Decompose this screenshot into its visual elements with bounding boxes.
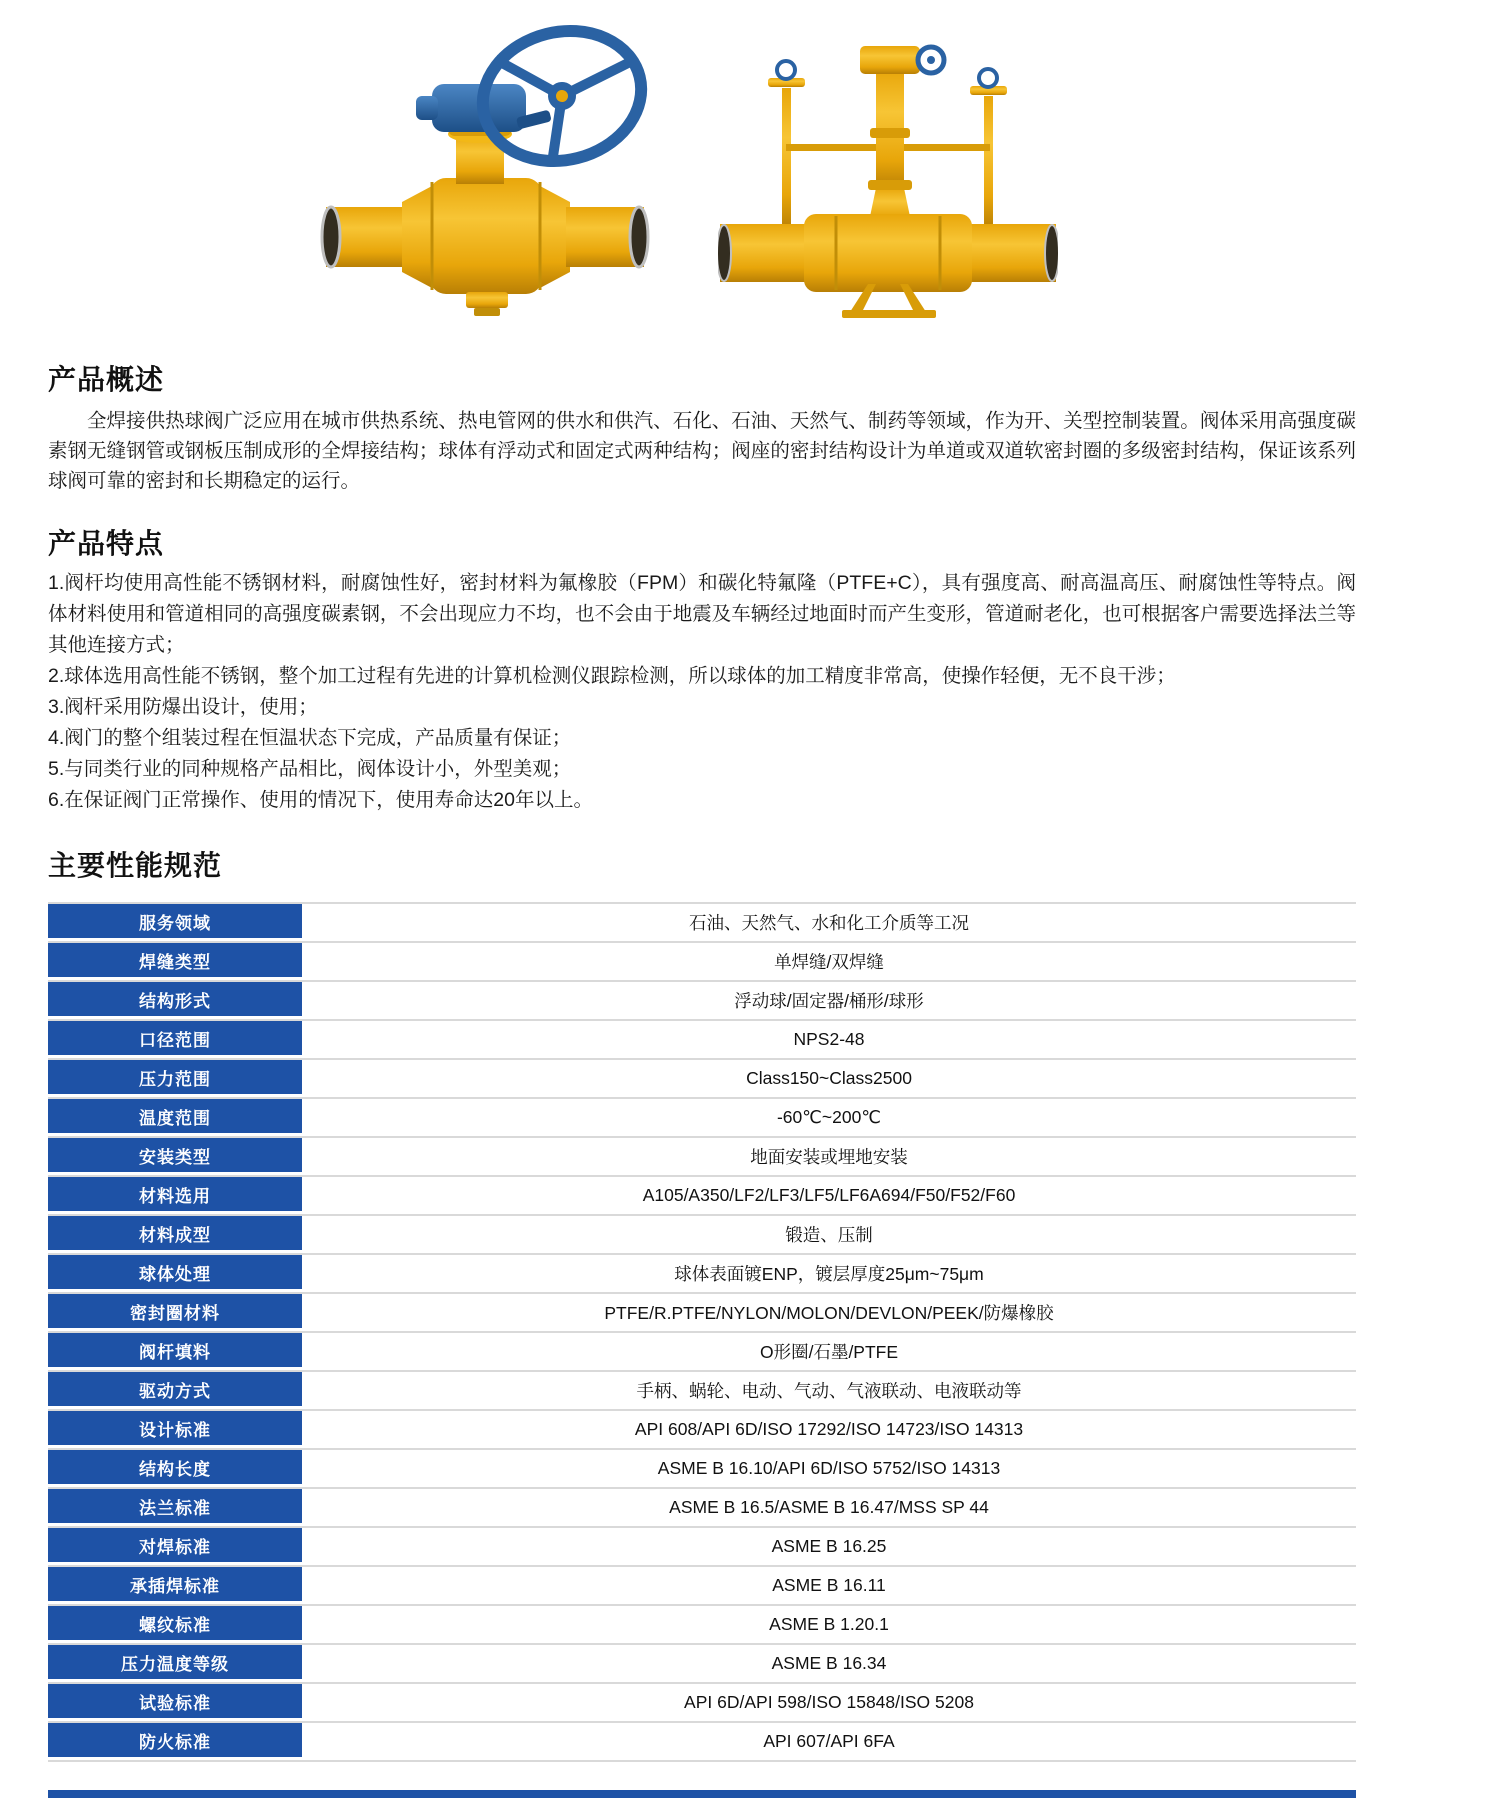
spec-label: 服务领域	[48, 904, 302, 941]
spec-label: 压力范围	[48, 1060, 302, 1097]
spec-value: API 607/API 6FA	[763, 1731, 895, 1751]
spec-row	[48, 1567, 1356, 1606]
spec-label: 试验标准	[48, 1684, 302, 1721]
spec-label: 温度范围	[48, 1099, 302, 1136]
spec-value: 手柄、蜗轮、电动、气动、气液联动、电液联动等	[636, 1381, 1022, 1401]
spec-label: 焊缝类型	[48, 943, 302, 980]
spec-row	[48, 1723, 1356, 1762]
spec-label: 材料选用	[48, 1177, 302, 1214]
spec-value: ASME B 16.25	[771, 1536, 887, 1556]
spec-value: Class150~Class2500	[746, 1068, 912, 1088]
spec-row	[48, 943, 1356, 982]
overview-paragraph: 全焊接供热球阀广泛应用在城市供热系统、热电管网的供水和供汽、石化、石油、天然气、制药等领域，作为开、关型控制装置。阀体采用高强度碳素钢无缝钢管或钢板压制成形的全焊接结构；球体有浮动式和固定式两种结构；阀座的密封结构设计为单道或双道软密封圈的多级密封结构，保证该系列球阀可靠的密封和长期稳定的运行。	[48, 410, 1356, 492]
feature-item: 4.阀门的整个组装过程在恒温状态下完成，产品质量有保证；	[48, 727, 572, 749]
spec-row	[48, 1294, 1356, 1333]
spec-row	[48, 1060, 1356, 1099]
feature-item: 3.阀杆采用防爆出设计，使用；	[48, 696, 318, 718]
feature-item: 5.与同类行业的同种规格产品相比，阀体设计小，外型美观；	[48, 758, 572, 780]
gear-operated-fully-welded-ball-valve-image	[320, 20, 650, 320]
spec-value: ASME B 16.10/API 6D/ISO 5752/ISO 14313	[657, 1458, 1001, 1478]
spec-row	[48, 1528, 1356, 1567]
spec-value: API 608/API 6D/ISO 17292/ISO 14723/ISO 14313	[634, 1419, 1024, 1439]
spec-label: 对焊标准	[48, 1528, 302, 1565]
spec-row	[48, 1255, 1356, 1294]
spec-label: 设计标准	[48, 1411, 302, 1448]
spec-value: A105/A350/LF2/LF3/LF5/LF6A694/F50/F52/F60	[642, 1185, 1016, 1205]
spec-label: 结构长度	[48, 1450, 302, 1487]
spec-value: ASME B 16.11	[772, 1575, 886, 1595]
spec-label: 螺纹标准	[48, 1606, 302, 1643]
spec-value: ASME B 16.5/ASME B 16.47/MSS SP 44	[669, 1497, 989, 1517]
spec-value: API 6D/API 598/ISO 15848/ISO 5208	[684, 1692, 974, 1712]
spec-value: PTFE/R.PTFE/NYLON/MOLON/DEVLON/PEEK/防爆橡胶	[604, 1303, 1054, 1323]
spec-value: O形圈/石墨/PTFE	[759, 1342, 899, 1362]
buried-fully-welded-ball-valve-extended-stem-image	[718, 32, 1058, 320]
spec-value: 地面安装或埋地安装	[750, 1147, 908, 1167]
spec-row	[48, 904, 1356, 943]
bottom-divider-bar	[48, 1790, 1356, 1798]
spec-label: 口径范围	[48, 1021, 302, 1058]
feature-item: 6.在保证阀门正常操作、使用的情况下，使用寿命达20年以上。	[48, 789, 593, 811]
spec-row	[48, 1684, 1356, 1723]
spec-label: 阀杆填料	[48, 1333, 302, 1370]
spec-row	[48, 1333, 1356, 1372]
spec-label: 安装类型	[48, 1138, 302, 1175]
spec-label: 结构形式	[48, 982, 302, 1019]
spec-value: 锻造、压制	[785, 1225, 873, 1245]
spec-row	[48, 1021, 1356, 1060]
spec-label: 法兰标准	[48, 1489, 302, 1526]
spec-row	[48, 1489, 1356, 1528]
spec-row	[48, 1645, 1356, 1684]
spec-label: 密封圈材料	[48, 1294, 302, 1331]
spec-row	[48, 1450, 1356, 1489]
features-list	[48, 568, 1356, 816]
specs-heading: 主要性能规范	[48, 850, 223, 881]
spec-value: NPS2-48	[793, 1029, 865, 1049]
spec-row	[48, 1138, 1356, 1177]
spec-row	[48, 1411, 1356, 1450]
spec-label: 压力温度等级	[48, 1645, 302, 1682]
feature-item: 2.球体选用高性能不锈钢，整个加工过程有先进的计算机检测仪跟踪检测，所以球体的加工精度非常高，使操作轻便，无不良干涉；	[48, 665, 1176, 687]
spec-row	[48, 1177, 1356, 1216]
spec-label: 驱动方式	[48, 1372, 302, 1409]
spec-row	[48, 1216, 1356, 1255]
feature-item: 1.阀杆均使用高性能不锈钢材料，耐腐蚀性好，密封材料为氟橡胶（FPM）和碳化特氟隆（PTFE+C），具有强度高、耐高温高压、耐腐蚀性等特点。阀体材料使用和管道相同的高强度碳素钢，不会出现应力不均，也不会由于地震及车辆经过地面时而产生变形，管道耐老化，也可根据客户需要选择法兰等其他连接方式；	[48, 572, 1356, 656]
spec-label: 材料成型	[48, 1216, 302, 1253]
spec-value: 浮动球/固定器/桶形/球形	[734, 991, 924, 1011]
spec-value: 单焊缝/双焊缝	[774, 952, 884, 972]
product-images	[320, 18, 1356, 320]
spec-label: 球体处理	[48, 1255, 302, 1292]
spec-row	[48, 1372, 1356, 1411]
spec-label: 防火标准	[48, 1723, 302, 1760]
spec-value: 石油、天然气、水和化工介质等工况	[689, 913, 969, 933]
spec-value: 球体表面镀ENP，镀层厚度25μm~75μm	[674, 1264, 984, 1284]
specs-table	[48, 902, 1356, 1762]
spec-row	[48, 1099, 1356, 1138]
spec-row	[48, 982, 1356, 1021]
spec-value: ASME B 16.34	[771, 1653, 887, 1673]
spec-value: ASME B 1.20.1	[769, 1614, 889, 1634]
spec-value: -60℃~200℃	[776, 1107, 882, 1127]
overview-heading: 产品概述	[48, 364, 165, 395]
spec-label: 承插焊标准	[48, 1567, 302, 1604]
features-heading: 产品特点	[48, 528, 165, 559]
spec-row	[48, 1606, 1356, 1645]
